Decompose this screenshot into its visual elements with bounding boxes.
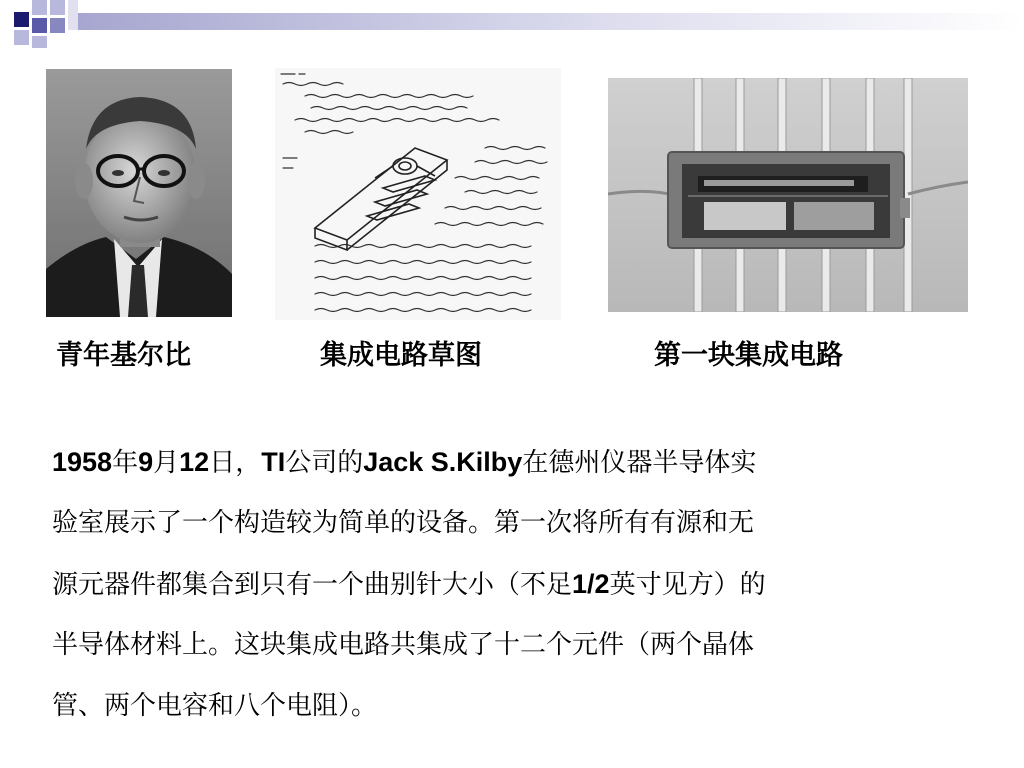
kilby-portrait-photo (46, 69, 232, 317)
text-run: 源元器件都集合到只有一个曲别针大小（不足 (52, 570, 573, 600)
paragraph-line-3 (52, 554, 1002, 615)
text-run: 12 (179, 447, 210, 477)
paragraph-line-4: 半导体材料上。这块集成电路共集成了十二个元件（两个晶体 (52, 630, 755, 660)
caption-sketch: 集成电路草图 (320, 340, 482, 371)
ic-sketch-image (275, 68, 561, 320)
deco-square-dark (14, 12, 29, 27)
text-run: 月 (153, 448, 180, 478)
deco-square-light-5 (68, 0, 78, 30)
history-paragraph (52, 432, 1002, 737)
first-ic-photo (608, 78, 968, 312)
deco-square-light-3 (14, 30, 29, 45)
caption-first-ic: 第一块集成电路 (654, 340, 843, 371)
text-run: Jack S.Kilby (363, 447, 523, 477)
deco-square-light-1 (32, 0, 47, 15)
text-run: 英寸见方）的 (609, 570, 766, 600)
paragraph-line-5: 管、两个电容和八个电阻）。 (52, 691, 378, 721)
header-gradient-bar (78, 13, 1024, 30)
paragraph-line-1 (52, 432, 1002, 493)
deco-square-light-4 (32, 36, 47, 48)
text-run: 1/2 (572, 569, 610, 599)
deco-square-light-2 (50, 0, 65, 15)
paragraph-line-2: 验室展示了一个构造较为简单的设备。第一次将所有有源和无 (52, 508, 755, 538)
deco-square-mid-2 (50, 18, 65, 33)
text-run: 日， (209, 448, 262, 478)
text-run: 1958 (52, 447, 113, 477)
text-run: 9 (138, 447, 154, 477)
corner-decoration (0, 0, 1024, 48)
text-run: 公司的 (285, 448, 364, 478)
caption-kilby: 青年基尔比 (56, 340, 191, 371)
text-run: 年 (112, 448, 139, 478)
deco-square-mid-1 (32, 18, 47, 33)
text-run: 在德州仪器半导体实 (522, 448, 757, 478)
text-run: TI (261, 447, 286, 477)
